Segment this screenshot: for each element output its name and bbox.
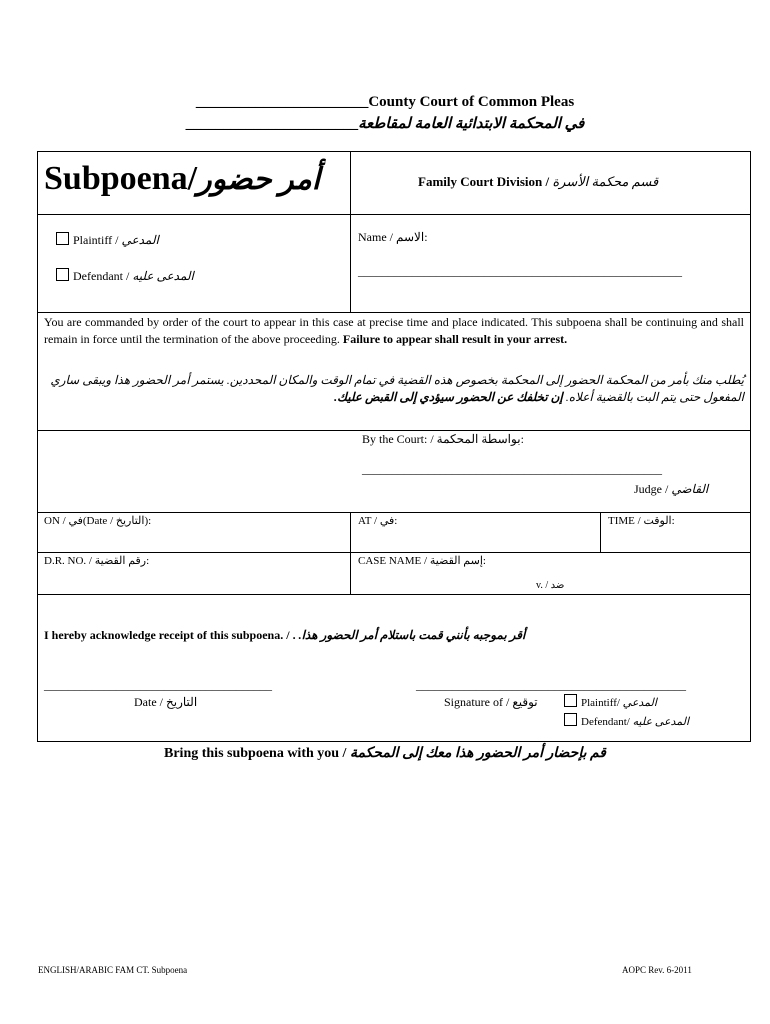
ack-plaintiff-option[interactable]: [564, 694, 657, 709]
dr-no-field[interactable]: D.R. NO. / رقم القضية:: [44, 555, 150, 567]
subpoena-form: [37, 151, 751, 742]
court-name-label: County Court of Common Pleas: [368, 94, 575, 110]
form-title: [44, 160, 320, 198]
on-date-field[interactable]: ON / في(Date / التاريخ):: [44, 515, 152, 527]
ack-signature-label: Signature of / توقيع: [444, 695, 538, 709]
time-field[interactable]: TIME / الوقت:: [608, 515, 675, 527]
ack-plaintiff-checkbox[interactable]: [564, 694, 577, 707]
ack-defendant-label: Defendant/: [581, 716, 630, 728]
name-field[interactable]: ______________________________________________________: [358, 264, 682, 278]
ack-date-label: Date / التاريخ: [134, 695, 198, 709]
court-name-blank[interactable]: _______________________: [195, 94, 369, 110]
ack-signature-field[interactable]: _____________________________________________: [416, 678, 686, 692]
plaintiff-label-ar: المدعي: [121, 233, 159, 247]
defendant-option[interactable]: [56, 268, 194, 284]
court-name-label-ar: في المحكمة الابتدائية العامة لمقاطعة: [358, 116, 585, 132]
footer-form-name: ENGLISH/ARABIC FAM CT. Subpoena: [38, 965, 188, 975]
command-en: You are commanded by order of the court to appear in this case at precise time and place indicated. This subpoena shall be continuing and shall remain in force until the termination of the above proceeding.: [44, 315, 744, 346]
arrest-warning-en: Failure to appear shall result in your arrest.: [342, 332, 568, 346]
judge-signature-field[interactable]: __________________________________________________: [362, 462, 662, 476]
judge-en: Judge /: [634, 482, 669, 496]
versus-label: v. / ضد: [536, 580, 565, 591]
bring-subpoena-notice: [0, 745, 770, 762]
plaintiff-checkbox[interactable]: [56, 232, 69, 245]
bring-ar: قم بإحضار أمر الحضور هذا معك إلى المحكمة: [349, 746, 606, 761]
judge-label: [634, 482, 708, 497]
plaintiff-option[interactable]: [56, 232, 159, 248]
at-field[interactable]: AT / في:: [358, 515, 398, 527]
arrest-warning-ar: إن تخلفك عن الحضور سيؤدي إلى القبض عليك.: [334, 390, 563, 404]
command-text-ar: [44, 372, 744, 406]
division-label: [418, 174, 658, 190]
case-name-field[interactable]: CASE NAME / إسم القضية:: [358, 555, 486, 567]
command-ar: يُطلب منك بأمر من المحكمة الحضور إلى المحكمة بخصوص هذه القضية في تمام الوقت والمكان المحددين. يستمر أمر الحضور هذا ويبقى ساري المفعول حتى يتم البت بالقضية أعلاه.: [50, 373, 744, 404]
ack-defendant-label-ar: المدعى عليه: [632, 716, 690, 728]
footer-revision: AOPC Rev. 6-2011: [622, 965, 692, 975]
acknowledge-ar: أقر بموجبه بأنني قمت باستلام أمر الحضور هذا.: [298, 628, 526, 642]
title-ar: أمر حضور: [197, 163, 321, 196]
plaintiff-label: Plaintiff /: [73, 233, 119, 247]
ack-defendant-checkbox[interactable]: [564, 713, 577, 726]
by-court-label: By the Court: / بواسطة المحكمة:: [362, 432, 524, 446]
court-header-line2: [0, 114, 770, 133]
defendant-label: Defendant /: [73, 269, 130, 283]
court-name-blank-ar[interactable]: _______________________: [185, 116, 359, 132]
command-text-en: [44, 314, 744, 348]
court-header-line1: [0, 94, 770, 111]
division-ar: قسم محكمة الأسرة: [552, 174, 659, 189]
defendant-label-ar: المدعى عليه: [132, 269, 194, 283]
ack-plaintiff-label: Plaintiff/: [581, 697, 620, 709]
ack-date-field[interactable]: ______________________________________: [44, 678, 272, 692]
title-en: Subpoena/: [44, 160, 198, 197]
acknowledge-text: [44, 628, 525, 643]
bring-en: Bring this subpoena with you /: [164, 746, 347, 761]
name-label: Name / الاسم:: [358, 230, 428, 244]
acknowledge-en: I hereby acknowledge receipt of this subpoena. / .: [44, 628, 296, 642]
division-en: Family Court Division /: [418, 174, 550, 189]
ack-defendant-option[interactable]: [564, 713, 689, 728]
judge-ar: القاضي: [671, 482, 709, 496]
ack-plaintiff-label-ar: المدعي: [622, 697, 657, 709]
defendant-checkbox[interactable]: [56, 268, 69, 281]
